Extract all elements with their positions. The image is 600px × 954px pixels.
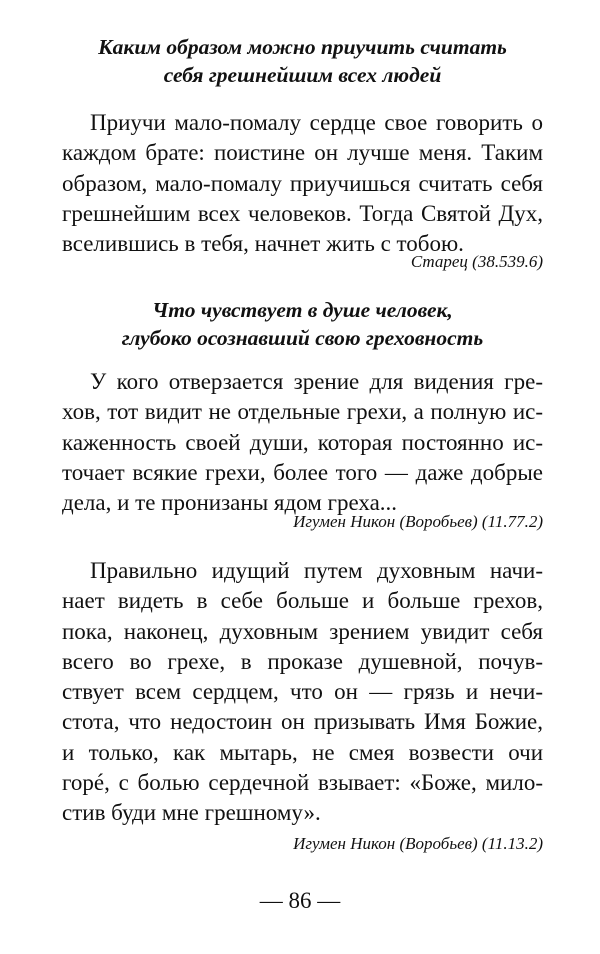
text-line: горé, с болью сердечной взывает: «Боже, мило-: [62, 770, 543, 796]
text-line: У кого отверзается зрение для видения гре-: [90, 369, 543, 394]
text-line: грешнейшим всех человеков. Тогда Святой Дух,: [62, 200, 543, 226]
text-line: точает всякие грехи, более того — даже добрые: [62, 459, 543, 485]
text-line: Приучи мало-помалу сердце свое говорить о: [90, 110, 543, 135]
page-number: — 86 —: [259, 888, 341, 913]
text-line: вселившись в тебя, начнет жить с тобою.: [62, 231, 464, 257]
text-line: каженность своей души, которая постоянно ис-: [62, 429, 543, 455]
citation-2: Игумен Никон (Воробьев) (11.77.2): [293, 512, 543, 531]
citation-3: Игумен Никон (Воробьев) (11.13.2): [293, 834, 543, 853]
paragraph-3: [62, 556, 543, 829]
heading-1: [62, 33, 543, 89]
heading-line: глубоко осознавший свою греховность: [121, 326, 484, 350]
text-line: Правильно идущий путем духовным начи-: [90, 558, 543, 583]
text-line: пока, наконец, духовным зрением увидит себя: [62, 618, 543, 644]
citation-1: Старец (38.539.6): [410, 252, 543, 271]
text-line: всего во грехе, в проказе душевной, почув-: [62, 648, 543, 674]
heading-line: Что чувствует в душе человек,: [152, 298, 453, 322]
heading-line: Каким образом можно приучить считать: [98, 35, 507, 59]
text-line: стив буди мне грешному».: [62, 800, 321, 826]
text-line: ствует всем сердцем, что он — грязь и нечи-: [62, 679, 543, 705]
text-line: стота, что недостоин он призывать Имя Божие,: [62, 709, 543, 735]
text-line: нает видеть в себе больше и больше грехов,: [62, 588, 543, 614]
text-line: каждом брате: поистине он лучше меня. Таким: [62, 140, 543, 166]
text-line: образом, мало-помалу приучишься считать себя: [62, 170, 543, 196]
paragraph-2: [62, 367, 543, 518]
heading-line: себя грешнейшим всех людей: [163, 63, 442, 87]
text-line: дела, и те пронизаны ядом греха...: [62, 490, 398, 516]
paragraph-1: [62, 108, 543, 259]
text-line: и только, как мытарь, не смея возвести очи: [62, 739, 543, 765]
heading-2: [62, 296, 543, 352]
text-line: хов, тот видит не отдельные грехи, а полную ис-: [62, 399, 543, 425]
